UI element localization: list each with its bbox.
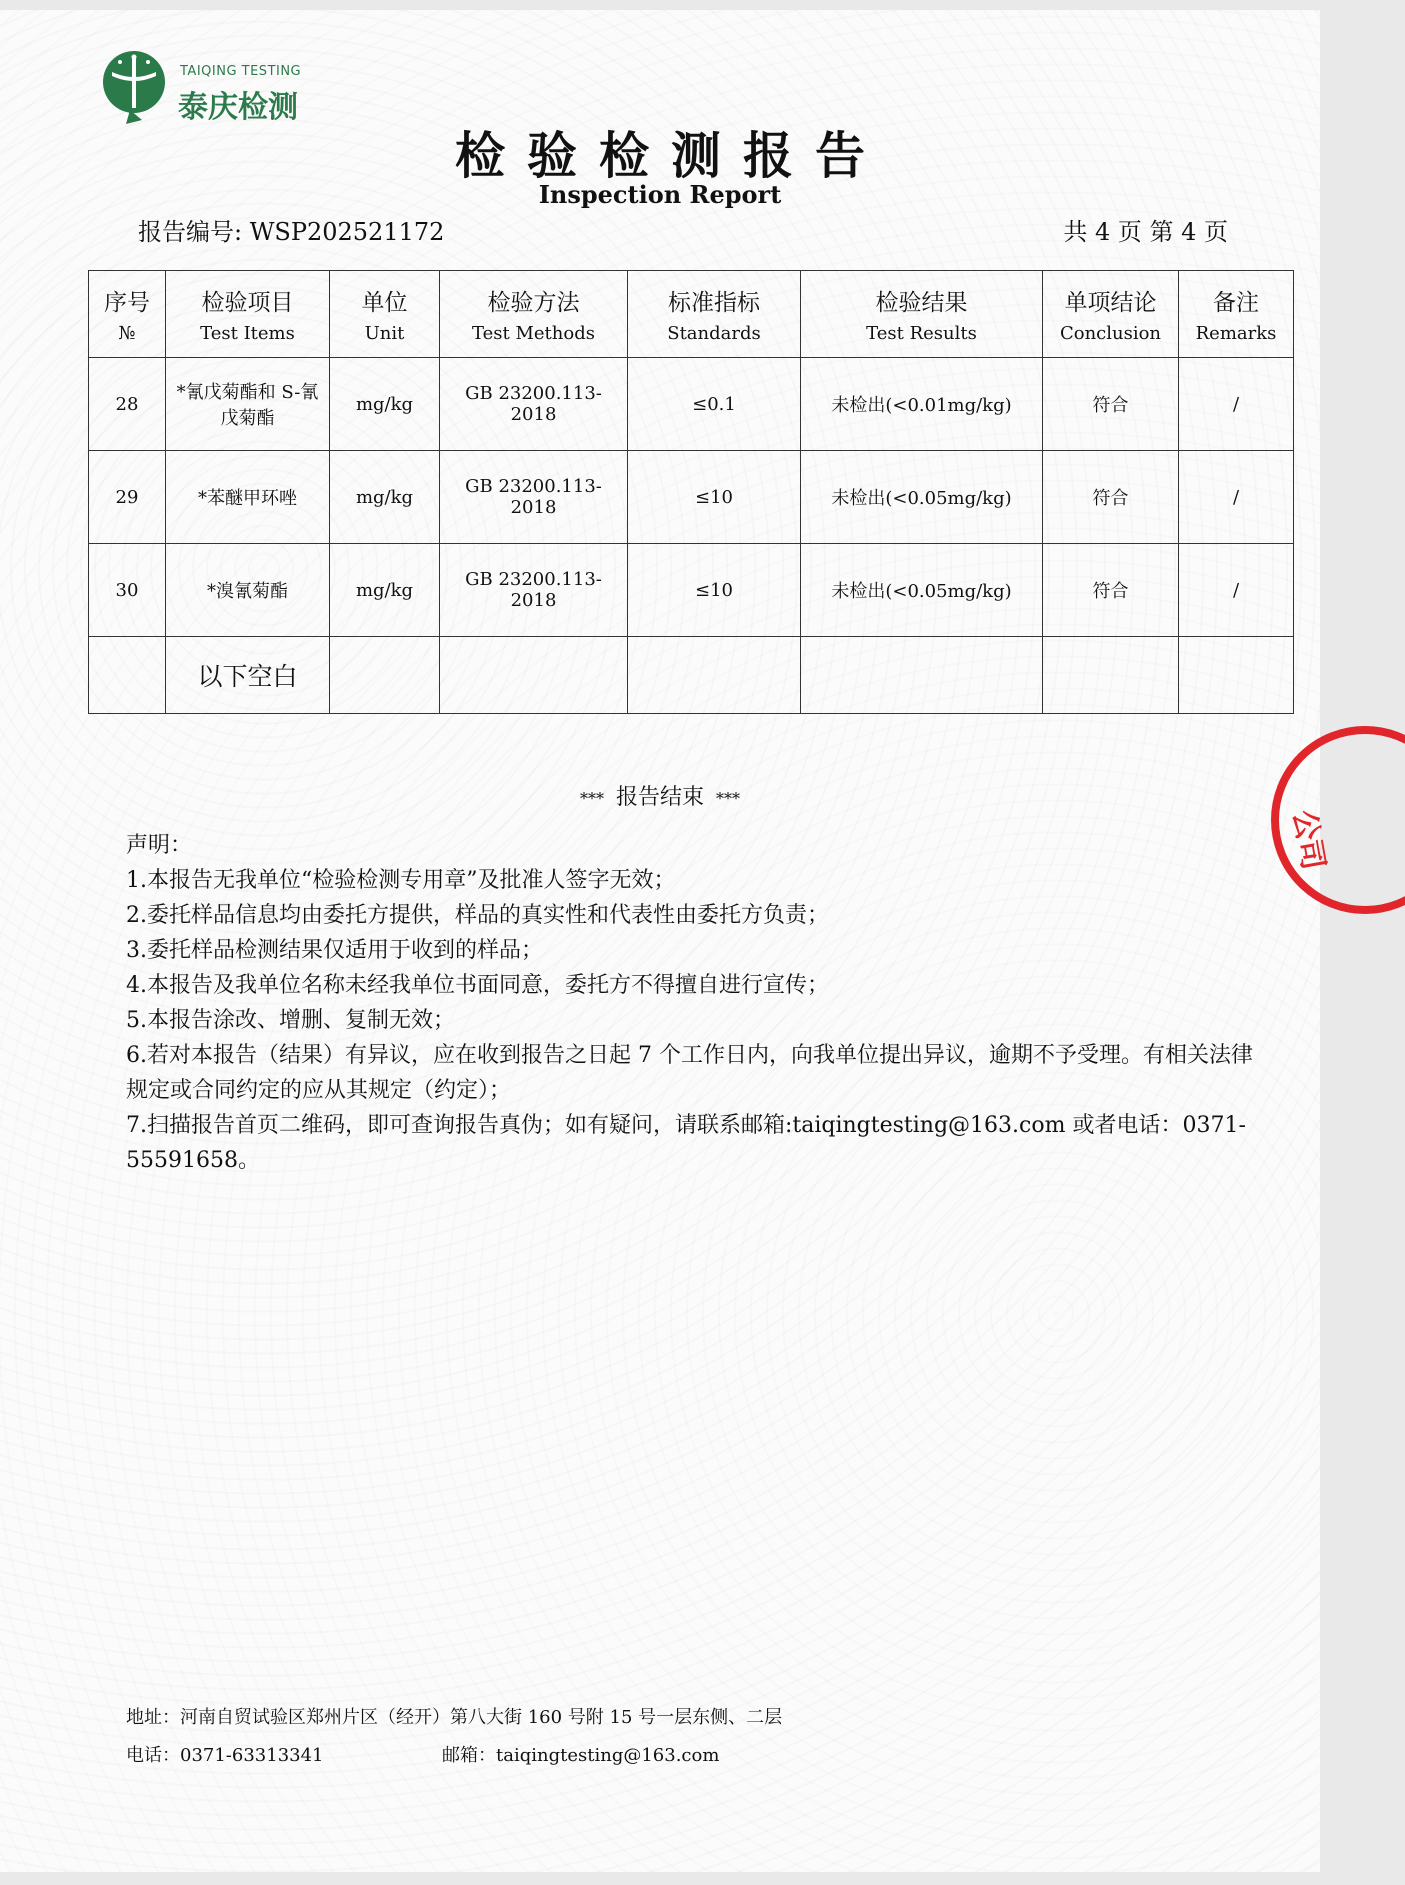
cell-item: *溴氰菊酯: [166, 544, 330, 637]
header-standard: 标准指标 Standards: [628, 271, 801, 358]
footer-email: 邮箱：taiqingtesting@163.com: [442, 1745, 720, 1766]
header-item: 检验项目 Test Items: [166, 271, 330, 358]
cell-standard: ≤0.1: [628, 358, 801, 451]
seal-icon: [1265, 710, 1405, 940]
footer-phone: 电话：0371-63313341: [126, 1745, 324, 1766]
cell-unit: mg/kg: [330, 451, 440, 544]
header-conclusion: 单项结论 Conclusion: [1043, 271, 1179, 358]
declaration-item: 3.委托样品检测结果仅适用于收到的样品；: [126, 938, 543, 963]
seal-text: 公司: [1285, 807, 1331, 873]
cell-unit: mg/kg: [330, 358, 440, 451]
cell-remarks: /: [1179, 544, 1294, 637]
declaration-item: 5.本报告涂改、增删、复制无效；: [126, 1008, 455, 1033]
cell-result: 未检出(<0.05mg/kg): [801, 544, 1043, 637]
footer-address: 地址：河南自贸试验区郑州片区（经开）第八大街 160 号附 15 号一层东侧、二层: [126, 1707, 783, 1728]
report-number: 报告编号: WSP202521172: [138, 218, 445, 246]
company-seal-stamp: [1265, 710, 1331, 940]
cell-method: GB 23200.113-2018: [440, 544, 628, 637]
cell-no: 30: [89, 544, 166, 637]
table-row: [89, 358, 1294, 451]
logo-text-cn: 泰庆检测: [178, 90, 298, 125]
cell-remarks: /: [1179, 451, 1294, 544]
declaration-item: 2.委托样品信息均由委托方提供，样品的真实性和代表性由委托方负责；: [126, 903, 829, 928]
cell-result: 未检出(<0.01mg/kg): [801, 358, 1043, 451]
blank-below-text: 以下空白: [166, 637, 330, 714]
page-info: 共 4 页 第 4 页: [1063, 218, 1228, 246]
table-row: [89, 451, 1294, 544]
cell-standard: ≤10: [628, 544, 801, 637]
cell-item: *氰戊菊酯和 S-氰戊菊酯: [166, 358, 330, 451]
report-end-marker: *** 报告结束 ***: [579, 785, 740, 810]
cell-conclusion: 符合: [1043, 451, 1179, 544]
cell-item: *苯醚甲环唑: [166, 451, 330, 544]
declaration-item: 4.本报告及我单位名称未经我单位书面同意，委托方不得擅自进行宣传；: [126, 973, 829, 998]
table-header-row: [89, 271, 1294, 358]
report-title-cn: 检验检测报告: [455, 126, 887, 185]
header-unit: 单位 Unit: [330, 271, 440, 358]
declaration-item: 7.扫描报告首页二维码，即可查询报告真伪；如有疑问，请联系邮箱:taiqingtesting@163.com 或者电话：0371-55591658。: [126, 1113, 1246, 1173]
declaration-item: 1.本报告无我单位“检验检测专用章”及批准人签字无效；: [126, 868, 676, 893]
cell-remarks: /: [1179, 358, 1294, 451]
cell-standard: ≤10: [628, 451, 801, 544]
declaration-item: 6.若对本报告（结果）有异议，应在收到报告之日起 7 个工作日内，向我单位提出异议，逾期不予受理。有相关法律规定或合同约定的应从其规定（约定）；: [126, 1043, 1253, 1103]
table-row: [89, 544, 1294, 637]
header-result: 检验结果 Test Results: [801, 271, 1043, 358]
cell-result: 未检出(<0.05mg/kg): [801, 451, 1043, 544]
cell-method: GB 23200.113-2018: [440, 358, 628, 451]
header-remarks: 备注 Remarks: [1179, 271, 1294, 358]
report-page: [0, 10, 1331, 1872]
header-method: 检验方法 Test Methods: [440, 271, 628, 358]
cell-unit: mg/kg: [330, 544, 440, 637]
logo-text-en: TAIQING TESTING: [180, 64, 302, 79]
cell-no: 29: [89, 451, 166, 544]
cell-no: 28: [89, 358, 166, 451]
cell-conclusion: 符合: [1043, 544, 1179, 637]
cell-conclusion: 符合: [1043, 358, 1179, 451]
declaration: [126, 828, 1266, 1178]
table-row-blank: [89, 637, 1294, 714]
header-no: 序号 №: [89, 271, 166, 358]
cell-method: GB 23200.113-2018: [440, 451, 628, 544]
declaration-title: 声明：: [126, 833, 193, 858]
results-table: [88, 270, 1294, 714]
report-title-en: Inspection Report: [538, 180, 782, 209]
